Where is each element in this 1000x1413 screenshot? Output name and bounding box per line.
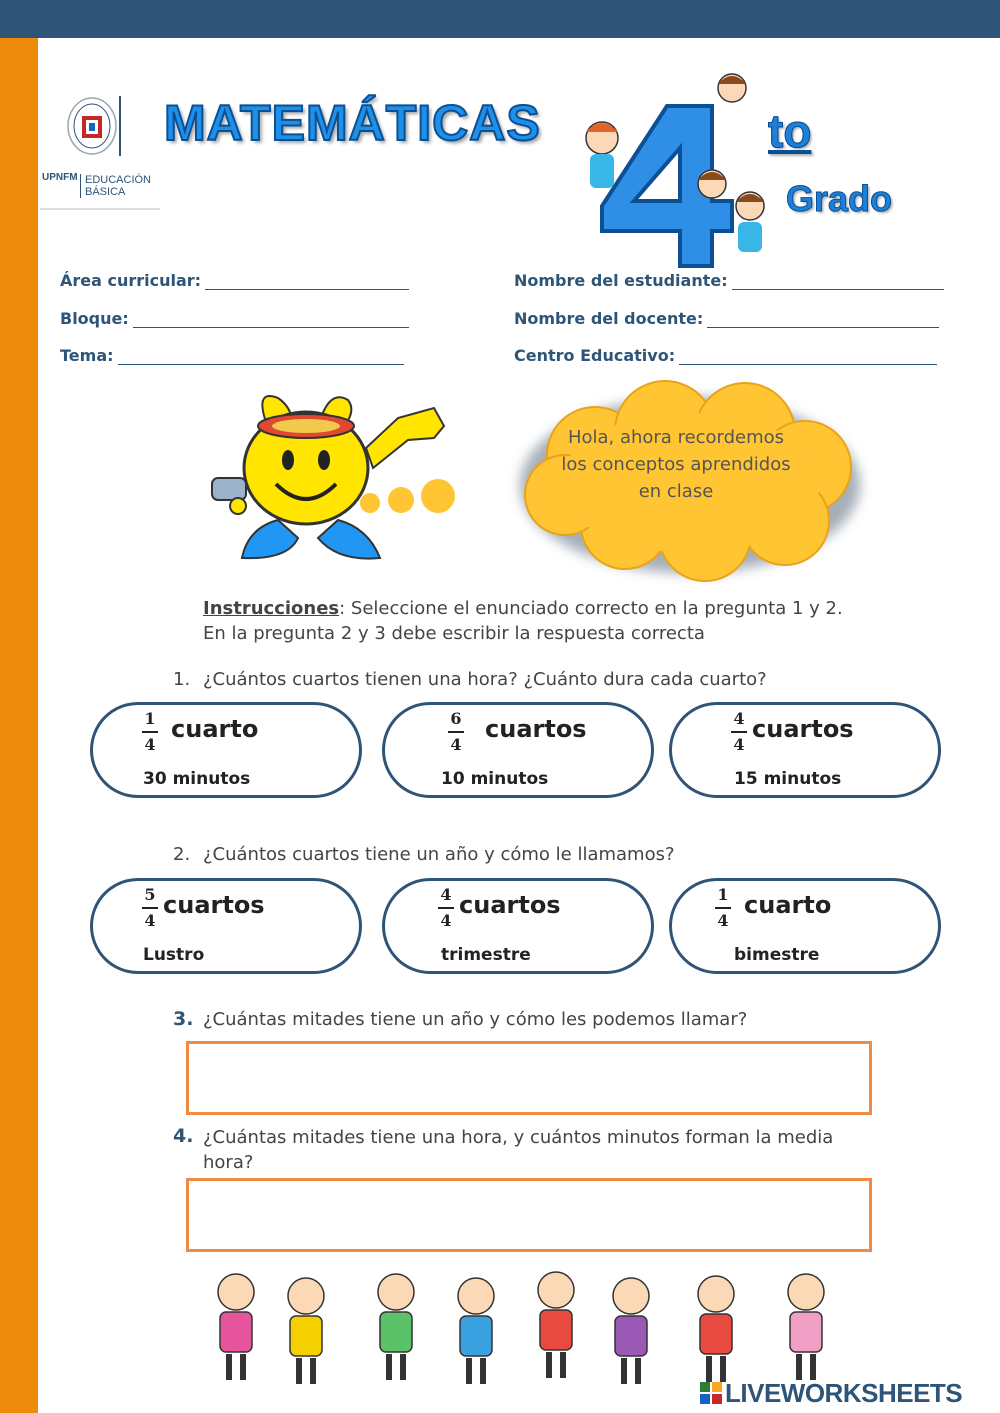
grade-suffix: to xyxy=(768,105,812,157)
q1-option-2[interactable] xyxy=(382,702,654,798)
question-number: 3. xyxy=(173,1008,194,1030)
question-text: ¿Cuántos cuartos tiene un año y cómo le llamamos? xyxy=(203,844,675,865)
mascot-illustration xyxy=(198,388,460,568)
student-field xyxy=(514,271,944,290)
fraction: 4 4 xyxy=(730,709,748,755)
option-word: cuarto xyxy=(744,891,832,919)
q1-option-1[interactable] xyxy=(90,702,362,798)
education-label: EDUCACIÓN BÁSICA xyxy=(80,174,151,198)
teacher-field xyxy=(514,309,939,328)
question-number: 1. xyxy=(173,669,191,690)
school-seal-logo xyxy=(66,96,118,156)
grade-number-illustration xyxy=(572,66,782,276)
question-text: ¿Cuántos cuartos tienen una hora? ¿Cuánto dura cada cuarto? xyxy=(203,669,767,690)
student-label: Nombre del estudiante: xyxy=(514,271,728,290)
children-illustration xyxy=(186,1266,866,1390)
option-sub: 15 minutos xyxy=(734,769,842,789)
fraction: 4 4 xyxy=(437,885,455,931)
fraction: 1 4 xyxy=(714,885,732,931)
bloque-line[interactable] xyxy=(133,312,409,328)
option-sub: bimestre xyxy=(734,945,820,965)
area-label: Área curricular: xyxy=(60,271,202,290)
teacher-label: Nombre del docente: xyxy=(514,309,704,328)
question-text: ¿Cuántas mitades tiene un año y cómo les podemos llamar? xyxy=(203,1009,748,1030)
teacher-line[interactable] xyxy=(707,312,939,328)
instructions-text: : Seleccione el enunciado correcto en la pregunta 1 y 2. En la pregunta 2 y 3 debe escribir la respuesta correcta xyxy=(203,598,843,644)
liveworksheets-text: LIVEWORKSHEETS xyxy=(725,1378,963,1408)
question-number: 4. xyxy=(173,1125,194,1147)
q1-option-3[interactable] xyxy=(669,702,941,798)
school-line[interactable] xyxy=(679,349,937,365)
tema-field xyxy=(60,346,404,365)
q4-answer-box[interactable] xyxy=(186,1178,872,1252)
school-field xyxy=(514,346,937,365)
top-banner xyxy=(0,0,1000,38)
student-line[interactable] xyxy=(732,274,944,290)
q2-option-1[interactable] xyxy=(90,878,362,974)
question-number: 2. xyxy=(173,844,191,865)
question-2 xyxy=(173,844,675,865)
cloud-message: Hola, ahora recordemos los conceptos aprendidos en clase xyxy=(561,427,791,502)
instructions-label: Instrucciones xyxy=(203,598,340,619)
page-title: MATEMÁTICAS xyxy=(164,95,541,151)
question-text: ¿Cuántas mitades tiene una hora, y cuántos minutos forman la media hora? xyxy=(203,1127,834,1173)
option-word: cuarto xyxy=(171,715,259,743)
option-word: cuartos xyxy=(163,891,265,919)
q2-option-3[interactable] xyxy=(669,878,941,974)
logo-divider xyxy=(119,96,121,156)
tema-line[interactable] xyxy=(118,349,404,365)
school-label: Centro Educativo: xyxy=(514,346,676,365)
area-field xyxy=(60,271,409,290)
grade-word: Grado xyxy=(786,178,893,219)
option-sub: 10 minutos xyxy=(441,769,549,789)
bloque-field xyxy=(60,309,409,328)
option-word: cuartos xyxy=(459,891,561,919)
fraction: 5 4 xyxy=(141,885,159,931)
instructions xyxy=(203,596,863,646)
area-line[interactable] xyxy=(205,274,409,290)
option-word: cuartos xyxy=(752,715,854,743)
q2-option-2[interactable] xyxy=(382,878,654,974)
option-word: cuartos xyxy=(485,715,587,743)
fraction: 1 4 xyxy=(141,709,159,755)
option-sub: 30 minutos xyxy=(143,769,251,789)
left-accent-bar xyxy=(0,38,38,1413)
question-4 xyxy=(173,1125,853,1175)
q3-answer-box[interactable] xyxy=(186,1041,872,1115)
tema-label: Tema: xyxy=(60,346,114,365)
liveworksheets-logo xyxy=(700,1378,962,1409)
option-sub: trimestre xyxy=(441,945,531,965)
question-3 xyxy=(173,1008,747,1030)
upnfm-logo xyxy=(40,170,160,210)
upnfm-brand: UPNFM xyxy=(42,172,78,183)
option-sub: Lustro xyxy=(143,945,205,965)
fraction: 6 4 xyxy=(447,709,465,755)
bloque-label: Bloque: xyxy=(60,309,129,328)
liveworksheets-icon xyxy=(700,1382,722,1404)
question-1 xyxy=(173,669,767,690)
